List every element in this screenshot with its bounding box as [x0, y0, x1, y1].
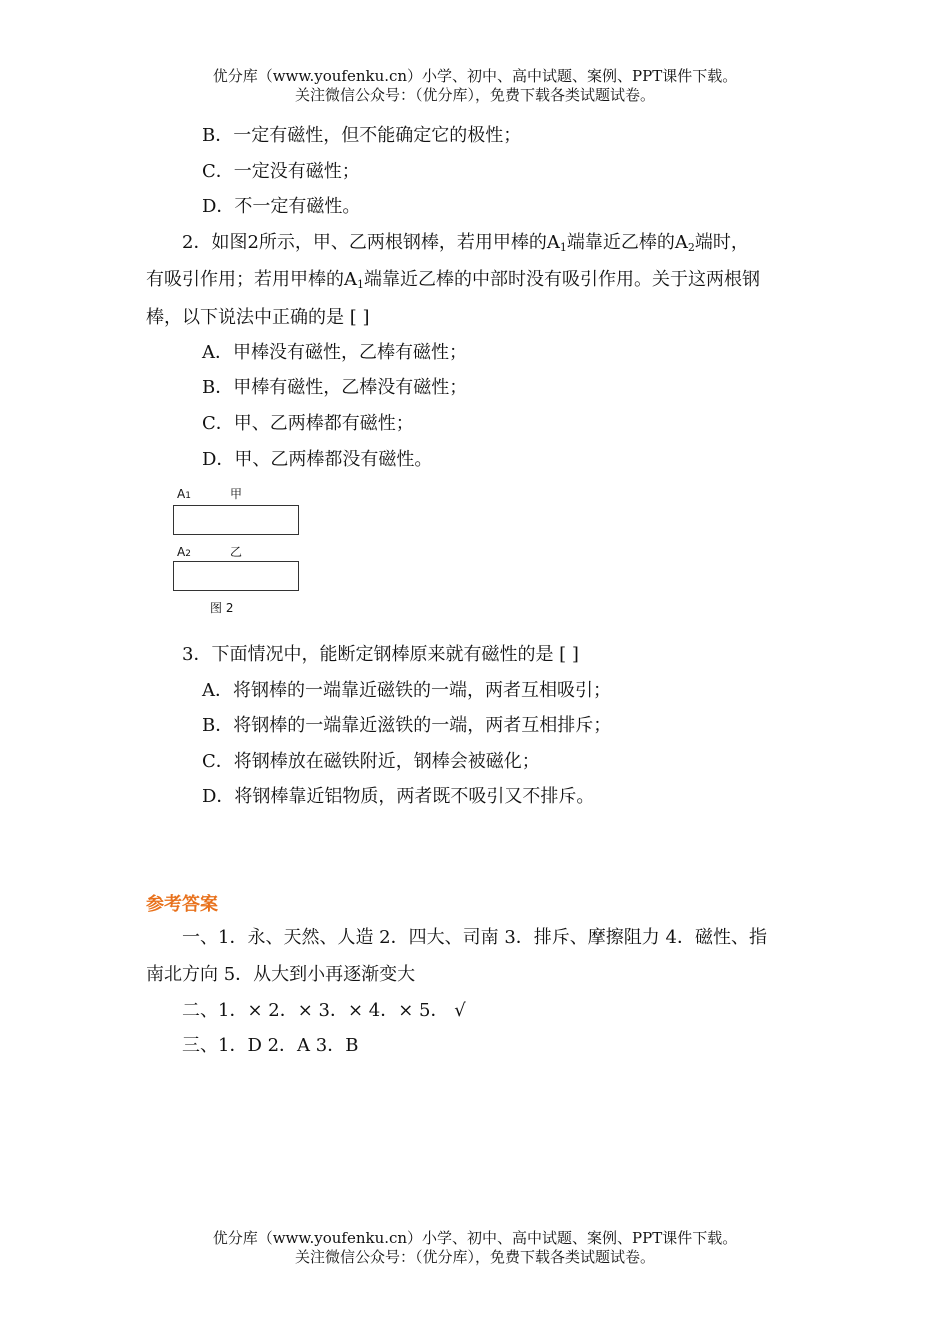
answer-part1-line1: 一、1．永、天然、人造 2．四大、司南 3．排斥、摩擦阻力 4．磁性、指: [182, 927, 767, 948]
label-a1-subscript: 1: [185, 491, 191, 501]
label-a1: [177, 487, 191, 503]
label-rod-jia: 甲: [230, 487, 243, 501]
q2-stem-line3: 棒，以下说法中正确的是 [ ]: [146, 307, 370, 328]
q2-option-a: A．甲棒没有磁性，乙棒有磁性；: [202, 342, 467, 363]
answer-title: 参考答案: [146, 894, 218, 915]
q2-text: 有吸引作用；若用甲棒的A: [146, 269, 357, 290]
answer-part3: 三、1．D 2．A 3．B: [182, 1035, 359, 1056]
subscript: 1: [357, 278, 364, 291]
q2-stem-line1: [182, 231, 749, 260]
q3-option-a: A．将钢棒的一端靠近磁铁的一端，两者互相吸引；: [202, 680, 611, 701]
rod-jia: [173, 505, 299, 535]
label-a2-letter: A: [177, 545, 186, 559]
page-footer-line2: 关注微信公众号：（优分库），免费下载各类试题试卷。: [294, 1248, 655, 1266]
subscript: 2: [687, 241, 695, 254]
label-rod-yi: 乙: [230, 545, 243, 559]
page-footer-line1: 优分库（www.youfenku.cn）小学、初中、高中试题、案例、PPT课件下载。: [212, 1229, 738, 1247]
answer-part2: 二、1．× 2．× 3．× 4．× 5． √: [182, 1000, 466, 1021]
q2-text: 端靠近乙棒的A: [566, 232, 688, 253]
rod-yi: [173, 561, 299, 591]
q3-option-d: D．将钢棒靠近铝物质，两者既不吸引又不排斥。: [202, 786, 595, 807]
label-a2-subscript: 2: [185, 549, 191, 559]
q2-stem-line2: [146, 268, 760, 297]
figure-caption: 图 2: [210, 601, 234, 615]
q2-option-c: C．甲、乙两棒都有磁性；: [202, 413, 414, 434]
q1-option-d: D．不一定有磁性。: [202, 196, 361, 217]
q2-option-d: D．甲、乙两棒都没有磁性。: [202, 449, 433, 470]
q2-option-b: B．甲棒有磁性，乙棒没有磁性；: [202, 377, 468, 398]
q1-option-b: B．一定有磁性，但不能确定它的极性；: [202, 125, 522, 146]
q3-stem: 3．下面情况中，能断定钢棒原来就有磁性的是 [ ]: [182, 644, 579, 665]
page-header-line2: 关注微信公众号：（优分库），免费下载各类试题试卷。: [294, 86, 655, 104]
answer-part1-line2: 南北方向 5．从大到小再逐渐变大: [146, 964, 416, 985]
label-a2: [177, 545, 191, 561]
q2-text: 端靠近乙棒的中部时没有吸引作用。关于这两根钢: [364, 269, 760, 290]
q1-option-c: C．一定没有磁性；: [202, 161, 360, 182]
q3-option-b: B．将钢棒的一端靠近滋铁的一端，两者互相排斥；: [202, 715, 612, 736]
q3-option-c: C．将钢棒放在磁铁附近，钢棒会被磁化；: [202, 751, 540, 772]
figure-2: [170, 484, 310, 620]
subscript: 1: [559, 241, 567, 254]
label-a1-letter: A: [177, 487, 186, 501]
q2-text: 端时，: [694, 232, 749, 253]
q2-text: 2．如图2所示，甲、乙两根钢棒，若用甲棒的A: [182, 232, 560, 253]
page-header-line1: 优分库（www.youfenku.cn）小学、初中、高中试题、案例、PPT课件下载。: [212, 67, 738, 85]
